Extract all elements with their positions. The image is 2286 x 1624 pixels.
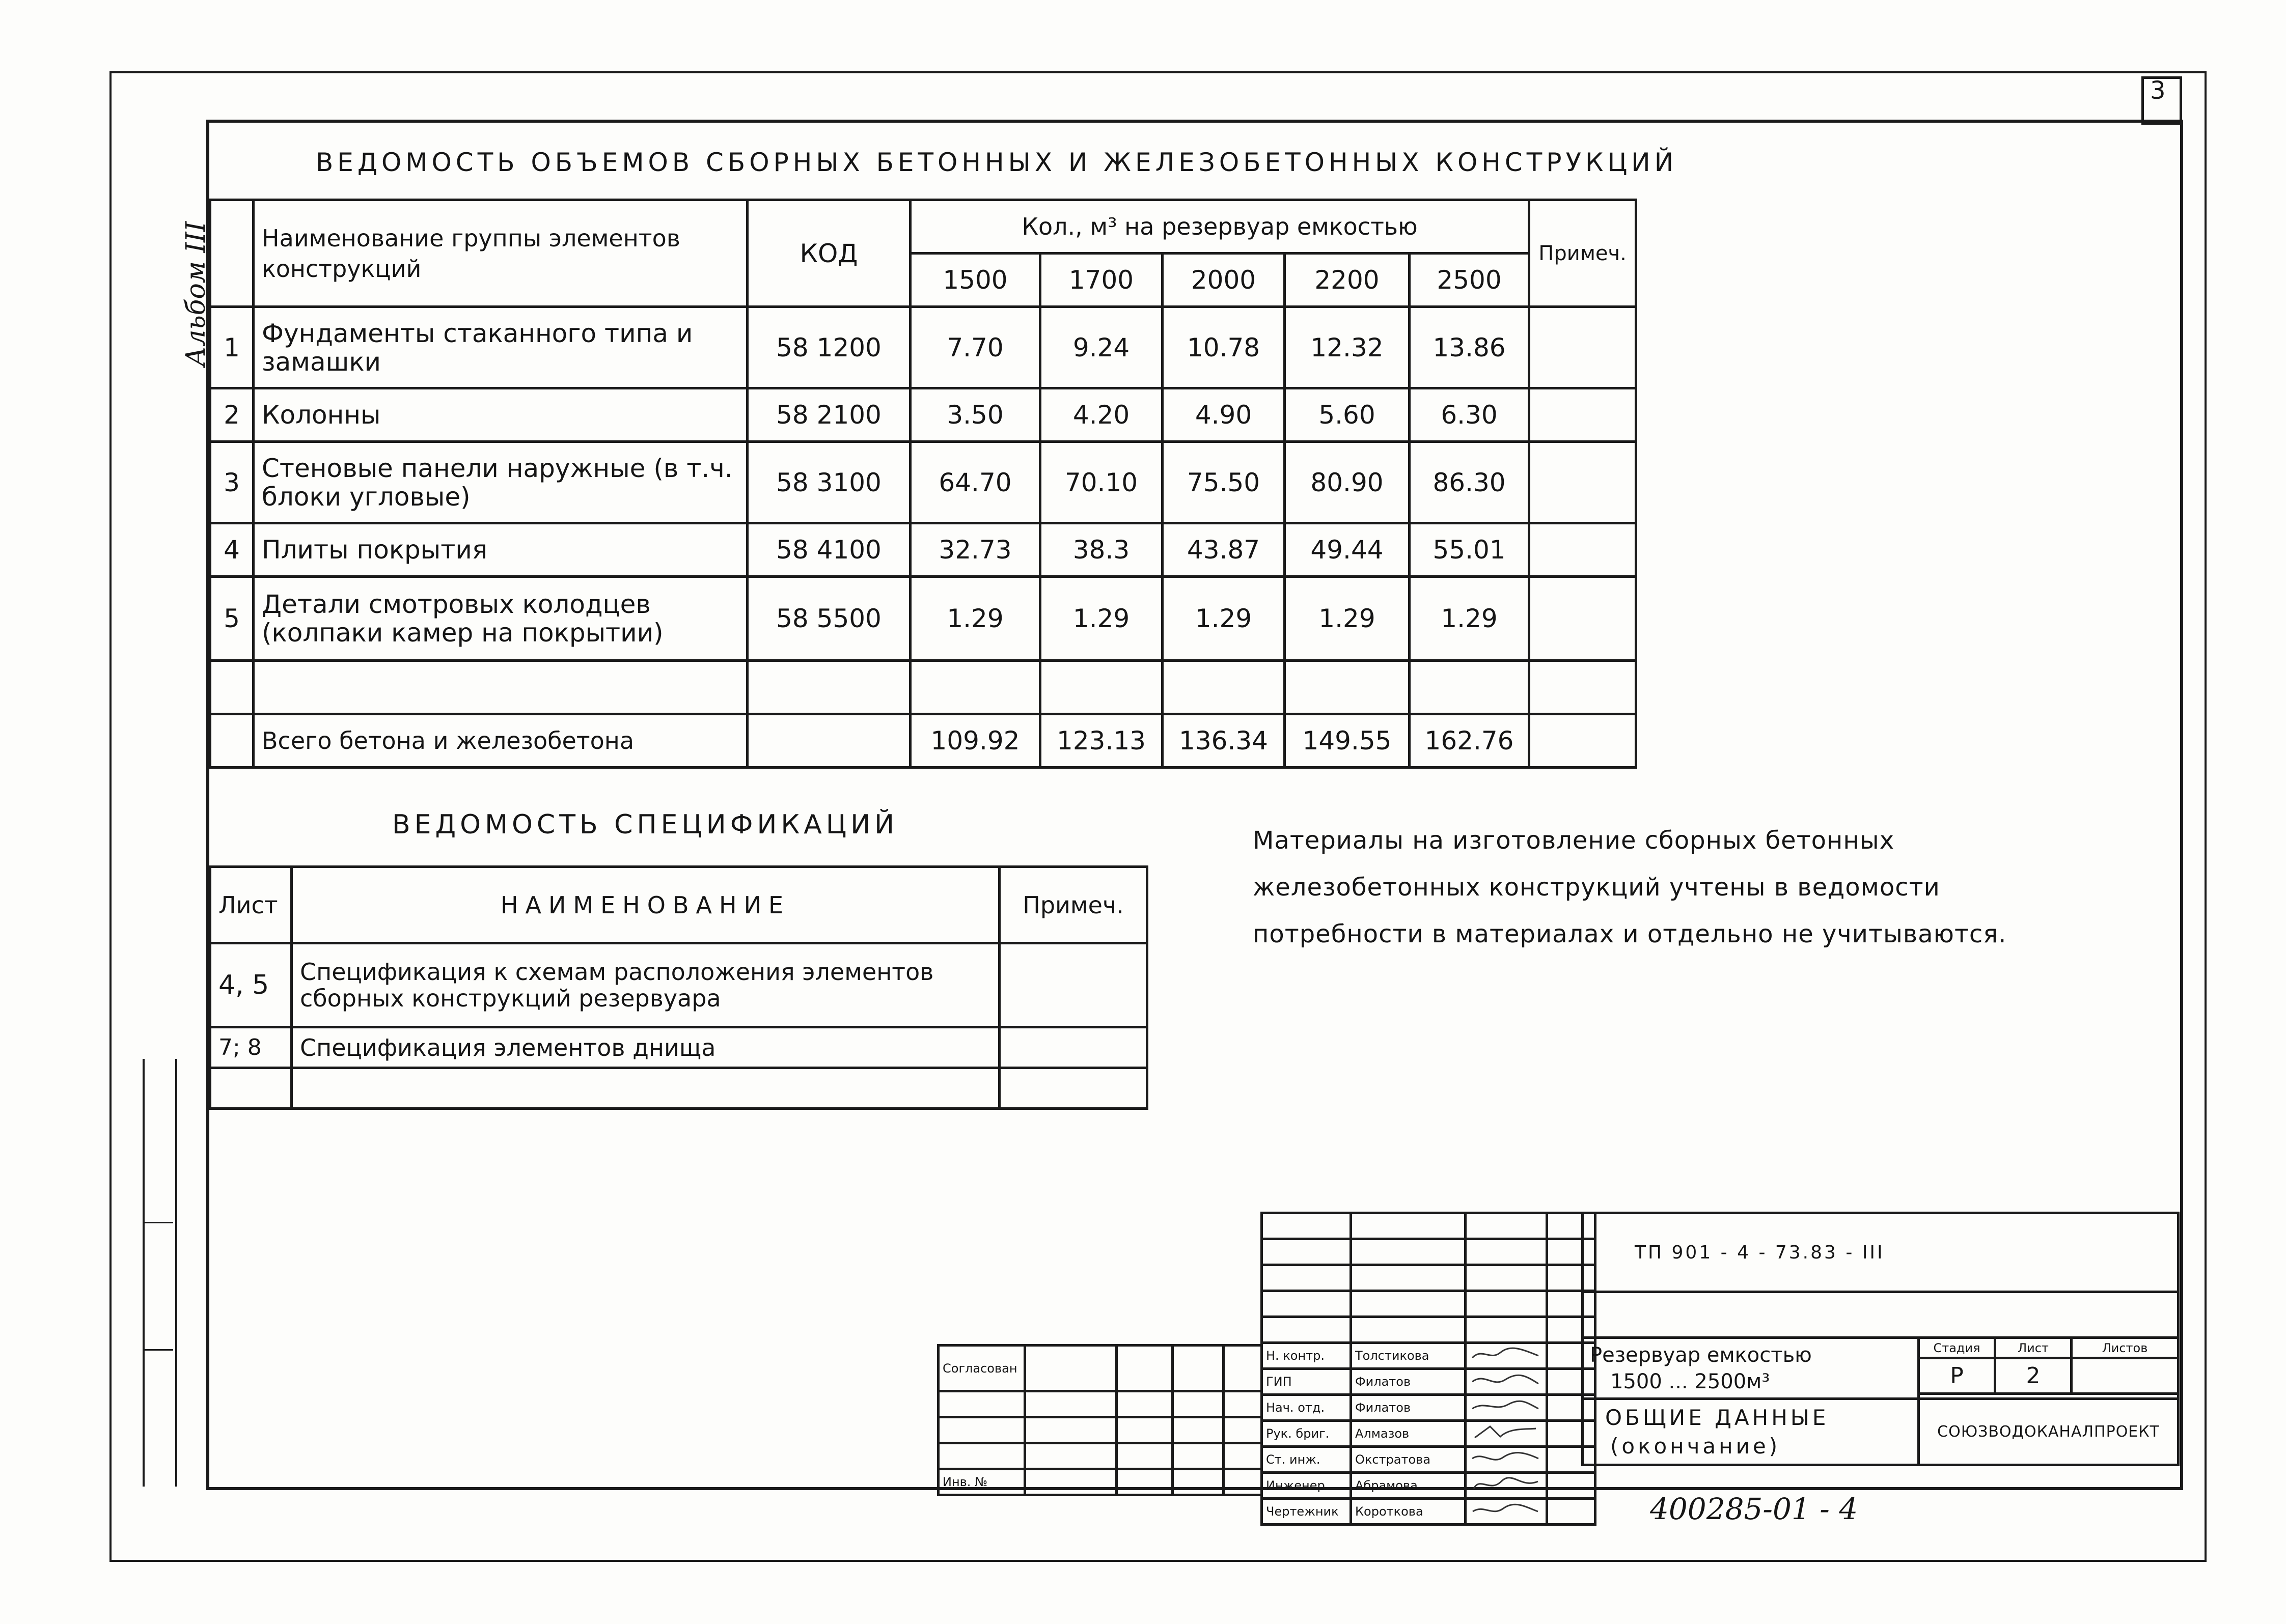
signature — [1466, 1473, 1547, 1499]
col-spec-name-header: НАИМЕНОВАНИЕ — [292, 867, 1000, 943]
staff-row: Нач. отд. Филатов — [1262, 1395, 1595, 1421]
stage-value: Р — [1919, 1358, 1995, 1394]
materials-note-line: Материалы на изготовление сборных бетонных — [1253, 826, 1895, 855]
document-number: 400285-01 - 4 — [1650, 1492, 1858, 1526]
capacity-header: 2200 — [1285, 254, 1410, 307]
table-row: 1 Фундаменты стаканного типа и замашки 58 1200 7.70 9.24 10.78 12.32 13.86 — [210, 307, 1636, 388]
album-label: Альбом III — [181, 221, 211, 367]
table-row: 3 Стеновые панели наружные (в т.ч. блоки угловые) 58 3100 64.70 70.10 75.50 80.90 86.30 — [210, 442, 1636, 523]
organization: СОЮЗВОДОКАНАЛПРОЕКТ — [1919, 1399, 2179, 1465]
col-name-header: Наименование группы элементов конструкций — [254, 200, 748, 307]
col-note-header: Примеч. — [1529, 200, 1636, 307]
sheet-title: ОБЩИЕ ДАННЫЕ (окончание) — [1583, 1399, 1919, 1465]
specs-title: ВЕДОМОСТЬ СПЕЦИФИКАЦИЙ — [392, 809, 899, 840]
approval-strip: Согласован Инв. № — [937, 1344, 1263, 1496]
staff-row: Ст. инж. Окстратова — [1262, 1447, 1595, 1473]
capacity-header: 2500 — [1410, 254, 1529, 307]
table-row: 7; 8 Спецификация элементов днища — [210, 1027, 1147, 1068]
capacity-header: 2000 — [1163, 254, 1285, 307]
staff-grid — [1260, 1212, 1596, 1526]
col-spec-note-header: Примеч. — [1000, 867, 1147, 943]
col-number-header — [210, 200, 254, 307]
table-row: 4, 5 Спецификация к схемам расположения элементов сборных конструкций резервуара — [210, 943, 1147, 1027]
table-row: 4 Плиты покрытия 58 4100 32.73 38.3 43.87 49.44 55.01 — [210, 523, 1636, 577]
title-block: ТП 901 - 4 - 73.83 - III Резервуар емкостью 1500 ... 2500м³ Стадия Лист Листов Р 2 ОБЩИЕ ДАННЫЕ (окончание) СОЮЗВОДОКАНАЛПРОЕКТ — [1581, 1212, 2180, 1466]
document-code: ТП 901 - 4 - 73.83 - III — [1583, 1213, 2179, 1292]
signature — [1466, 1447, 1547, 1473]
object-name: Резервуар емкостью 1500 ... 2500м³ — [1583, 1338, 1919, 1399]
signature — [1466, 1369, 1547, 1395]
materials-note — [1253, 817, 2006, 958]
signature — [1466, 1499, 1547, 1525]
staff-row: Инженер Абрамова — [1262, 1473, 1595, 1499]
volumes-table — [209, 199, 1637, 769]
total-row: Всего бетона и железобетона 109.92 123.13 136.34 149.55 162.76 — [210, 714, 1636, 768]
staff-row: ГИП Филатов — [1262, 1369, 1595, 1395]
table-row-empty — [210, 661, 1636, 714]
page-number: 3 — [2150, 76, 2166, 105]
col-qty-header: Кол., м³ на резервуар емкостью — [911, 200, 1529, 254]
col-sheet-header: Лист — [210, 867, 292, 943]
signature — [1466, 1395, 1547, 1421]
binding-strip — [143, 1059, 177, 1487]
sheet-value: 2 — [1995, 1358, 2072, 1394]
specs-table — [209, 865, 1148, 1110]
materials-note-line: железобетонных конструкций учтены в ведомости — [1253, 873, 1940, 902]
capacity-header: 1700 — [1040, 254, 1163, 307]
staff-row: Рук. бриг. Алмазов — [1262, 1421, 1595, 1447]
table-row: 2 Колонны 58 2100 3.50 4.20 4.90 5.60 6.30 — [210, 388, 1636, 442]
table-row-empty — [210, 1068, 1147, 1109]
volumes-title: ВЕДОМОСТЬ ОБЪЕМОВ СБОРНЫХ БЕТОННЫХ И ЖЕЛЕЗОБЕТОННЫХ КОНСТРУКЦИЙ — [316, 148, 1678, 177]
signature — [1466, 1343, 1547, 1369]
staff-row: Н. контр. Толстикова — [1262, 1343, 1595, 1369]
col-code-header: КОД — [748, 200, 911, 307]
table-row: 5 Детали смотровых колодцев (колпаки камер на покрытии) 58 5500 1.29 1.29 1.29 1.29 1.29 — [210, 577, 1636, 661]
materials-note-line: потребности в материалах и отдельно не учитываются. — [1253, 920, 2007, 948]
capacity-header: 1500 — [911, 254, 1040, 307]
staff-row: Чертежник Короткова — [1262, 1499, 1595, 1525]
signature — [1466, 1421, 1547, 1447]
